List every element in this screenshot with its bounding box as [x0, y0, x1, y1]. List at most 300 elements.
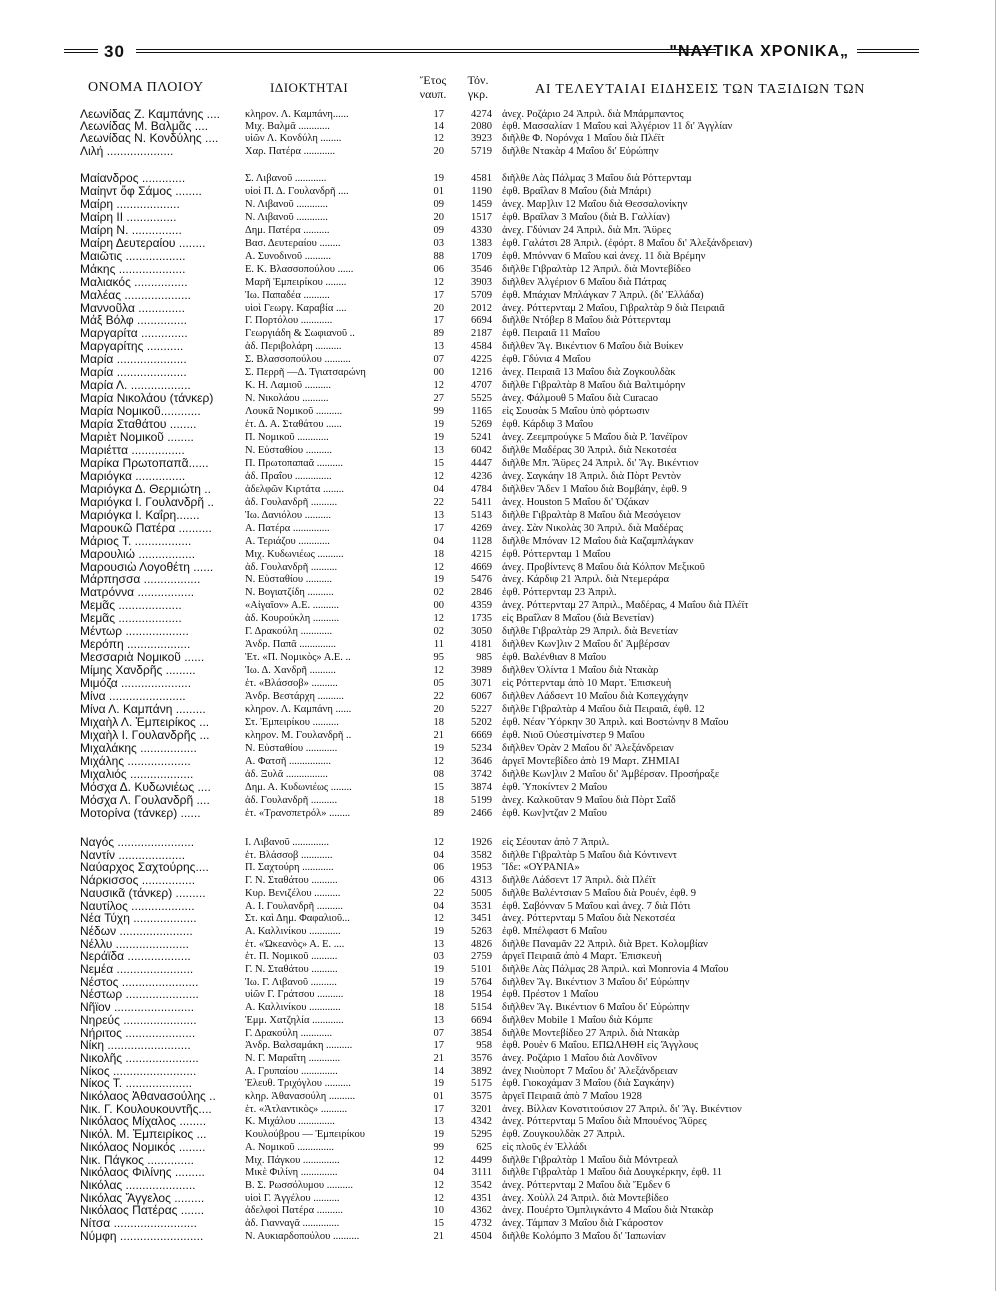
tonnage: 1216 [471, 367, 492, 379]
ship-name: Νάρκισσος ................ [80, 874, 196, 888]
owner: κληρον. Μ. Γουλανδρῆ .. [245, 729, 352, 741]
ship-name: Μαρίκα Πρωτοπαπᾶ...... [80, 456, 209, 470]
latest-news: διῆλθε Ντακὰρ 4 Μαΐου δι' Εὐρώπην [502, 145, 659, 157]
latest-news: διῆλθεν Ἅγ. Βικέντιον 6 Μαΐου διὰ Βυίκεν [502, 341, 684, 353]
owner: ἑτ. «Ἀτλαντικὸς» .......... [245, 1103, 348, 1115]
latest-news: εἰς Σουσὰκ 5 Μαΐου ὑπὸ φόρτωσιν [502, 406, 650, 418]
latest-news: διῆλθε Κολόμπο 3 Μαΐου δι' Ἰαπωνίαν [502, 1230, 666, 1242]
ship-name: Μαριόγκα Δ. Θερμιώτη .. [80, 482, 211, 496]
table-row [0, 314, 1000, 327]
year-built: 04 [433, 1167, 444, 1179]
year-built: 12 [433, 561, 444, 573]
ship-name: Νῆϊον ........................ [80, 1001, 195, 1015]
tonnage: 2080 [471, 121, 492, 133]
tonnage: 6669 [471, 729, 492, 741]
year-built: 04 [433, 535, 444, 547]
owner: Ν. Εὐσταθίου ............ [245, 742, 338, 754]
owner: «Αἰγαῖον» Α.Ε. .......... [245, 600, 340, 612]
year-built: 18 [433, 1002, 444, 1014]
year-built: 12 [433, 1192, 444, 1204]
tonnage: 5101 [471, 964, 492, 975]
tonnage: 5199 [471, 794, 492, 806]
owner: Γ. Ν. Σταθάτου .......... [245, 964, 338, 975]
tonnage: 4225 [471, 354, 492, 366]
owner: Ἀνδρ. Βαλσαμάκη .......... [245, 1040, 353, 1052]
table-row [0, 755, 1000, 768]
col-header-ship-name: ΟΝΟΜΑ ΠΛΟΙΟΥ [88, 80, 204, 95]
latest-news: ἀνεχ. Βίλλαν Κονστιτούσιον 27 Ἀπριλ. δι' Ἅγ. Βικέντιον [502, 1103, 742, 1115]
year-built: 19 [433, 976, 444, 988]
year-built: 27 [433, 393, 444, 405]
year-built: 12 [433, 613, 444, 625]
tonnage: 5175 [471, 1078, 492, 1090]
year-built: 18 [433, 716, 444, 728]
year-built: 06 [433, 263, 444, 275]
ship-name: Μιχάλης ................... [80, 754, 191, 768]
ship-name: Ναγός ....................... [80, 836, 195, 849]
tonnage: 3576 [471, 1052, 492, 1064]
latest-news: ἀνεχ. Μαρ]λιν 12 Μαΐου διὰ Θεσσαλονίκην [502, 198, 688, 210]
latest-news: ἐφθ. Μασσαλίαν 1 Μαΐου καὶ Ἀλγέριον 11 δι' Ἀγγλίαν [502, 121, 733, 133]
ship-name: Νίκη ......................... [80, 1039, 191, 1053]
latest-news: ἀνεχ. Τάμπαν 3 Μαΐου διὰ Γκάροστον [502, 1218, 664, 1229]
table-row [0, 912, 1000, 925]
tonnage: 5143 [471, 509, 492, 521]
latest-news: διῆλθεν Mobile 1 Μαΐου διὰ Κόμπε [502, 1014, 653, 1026]
latest-news: ἀνεχ. Ρόττερνταμ 27 Ἀπριλ., Μαδέρας, 4 Μαΐου διὰ Πλέϊτ [502, 600, 749, 612]
latest-news: ἐφθ. Βαλένθιαν 8 Μαΐου [502, 652, 607, 664]
tonnage: 5295 [471, 1129, 492, 1141]
owner: Στ. Ἐμπειρίκου .......... [245, 716, 339, 728]
table-row [0, 1154, 1000, 1167]
ship-name: Μαίρη ................... [80, 197, 180, 211]
table-row [0, 1115, 1000, 1128]
latest-news: ἐφθ. Βραΐλαν 8 Μαΐου (διὰ Μπάρι) [502, 185, 651, 197]
ship-name: Μίνα ....................... [80, 690, 186, 703]
page-number: 30 [104, 42, 125, 61]
ship-name: Νέστος ....................... [80, 975, 199, 989]
latest-news: ἀνεχ. Ζεεμπρούγκε 5 Μαΐου διὰ Ρ. Ἰανέϊρον [502, 432, 688, 443]
table-row [0, 353, 1000, 366]
owner: Σ. Λιβανοῦ ............ [245, 173, 327, 184]
ship-name: Νέα Τύχη ................... [80, 912, 197, 926]
year-built: 04 [433, 483, 444, 495]
table-row [0, 1128, 1000, 1141]
owner: υἱοὶ Γεωργ. Καραβία .... [245, 302, 347, 314]
tonnage: 3582 [471, 849, 492, 861]
owner: Ι. Λιβανοῦ .............. [245, 837, 330, 848]
owner: ἀδ. Γουλανδρῆ .......... [245, 794, 338, 806]
year-built: 13 [433, 1116, 444, 1128]
latest-news: ἐφθ. Ρουὲν 6 Μαΐου. ΕΠΩΛΗΘΗ εἰς Ἄγγλους [502, 1040, 699, 1052]
ship-name: Μιχαλιός ................... [80, 767, 194, 781]
owner: Χαρ. Πατέρα ............ [245, 145, 336, 157]
table-row [0, 612, 1000, 625]
table-row [0, 677, 1000, 690]
tonnage: 4362 [471, 1205, 492, 1217]
header-rule-left [64, 49, 98, 53]
tonnage: 1735 [471, 613, 492, 625]
latest-news: ἐφθ. Νιοῦ Οὐεστμίνστερ 9 Μαΐου [502, 729, 645, 741]
owner: Μαρῆ Ἐμπειρίκου ........ [245, 276, 347, 288]
latest-news: διῆλθε Γιβραλτὰρ 1 Μαΐου διὰ Δουγκέρκην, ἐφθ. 11 [502, 1167, 723, 1179]
latest-news: ἐφθ. Μπάχιαν Μπλάγκαν 7 Ἀπριλ. (δι' Ἑλλάδα) [502, 289, 704, 301]
ship-name: Ναυτίλος ................... [80, 899, 195, 913]
latest-news: ἀργεῖ Πειραιᾶ ἀπὸ 4 Μαρτ. Ἐπισκευὴ [502, 951, 662, 963]
year-built: 20 [433, 703, 444, 715]
header-rule-middle [136, 49, 716, 53]
tonnage: 4669 [471, 561, 492, 573]
tonnage: 2466 [471, 807, 492, 819]
latest-news: διῆλθε Φ. Νορόνχα 1 Μαΐου διὰ Πλέϊτ [502, 133, 665, 145]
table-row [0, 874, 1000, 887]
year-built: 12 [433, 1154, 444, 1166]
tonnage: 625 [476, 1141, 492, 1153]
year-built: 01 [433, 185, 444, 197]
year-built: 00 [433, 367, 444, 379]
table-row [0, 703, 1000, 716]
year-built: 15 [433, 781, 444, 793]
ship-name: Μαριόγκα Ι. Γουλανδρῆ .. [80, 495, 215, 509]
tonnage: 3575 [471, 1091, 492, 1102]
ship-name: Νικόλαος Μίχαλος ........ [80, 1115, 207, 1129]
year-built: 12 [433, 380, 444, 392]
ship-name: Νέδων ...................... [80, 924, 193, 938]
table-row [0, 638, 1000, 651]
latest-news: διῆλθεν Ἅγ. Βικέντιον 6 Μαΐου δι' Εὐρώπην [502, 1002, 690, 1014]
year-built: 12 [433, 755, 444, 767]
tonnage: 1926 [471, 837, 492, 848]
table-row [0, 276, 1000, 289]
latest-news: ἐφθ. Πειραιᾶ 11 Μαΐου [502, 328, 601, 340]
owner: Ἐμμ. Χατζηλία ............ [245, 1014, 344, 1026]
ship-name: Μαρία ..................... [80, 353, 187, 367]
ship-name: Νήριτος ..................... [80, 1026, 196, 1040]
tonnage: 4351 [471, 1192, 492, 1204]
year-built: 00 [433, 600, 444, 612]
tonnage: 5202 [471, 716, 492, 728]
ship-name: Μάριος Τ. ................. [80, 534, 192, 548]
year-built: 02 [433, 587, 444, 599]
owner: ἀδ. Περιβολάρη .......... [245, 341, 342, 353]
table-row [0, 807, 1000, 820]
latest-news: διῆλθε Γιβραλτὰρ 1 Μαΐου διὰ Μόντρεαλ [502, 1154, 679, 1166]
table-row [0, 224, 1000, 237]
year-built: 09 [433, 224, 444, 236]
year-built: 13 [433, 938, 444, 950]
table-row [0, 535, 1000, 548]
table-row [0, 938, 1000, 951]
latest-news: διῆλθεν Κων]λιν 2 Μαΐου δι' Ἀμβέρσαν [502, 639, 670, 651]
table-row [0, 768, 1000, 781]
year-built: 13 [433, 341, 444, 353]
owner: Γ. Δρακούλη ............ [245, 1027, 333, 1039]
ship-name: Νικ. Γ. Κουλουκουντῆς.... [80, 1102, 212, 1116]
year-built: 04 [433, 900, 444, 912]
owner: Ν. Λιβανοῦ ............ [245, 211, 328, 223]
tonnage: 4732 [471, 1218, 492, 1229]
ship-name: Μεσσαριὰ Νομικοῦ ...... [80, 651, 205, 665]
ship-name: Νικόλαος Φιλίνης ......... [80, 1166, 205, 1180]
year-built: 12 [433, 470, 444, 482]
table-row [0, 561, 1000, 574]
latest-news: εἰς Σέουταν ἀπὸ 7 Ἀπριλ. [502, 837, 610, 848]
ship-name: Μάκης .................... [80, 262, 186, 276]
tonnage: 5709 [471, 289, 492, 301]
tonnage: 1165 [471, 406, 492, 418]
year-built: 21 [433, 729, 444, 741]
table-row [0, 849, 1000, 862]
table-row [0, 742, 1000, 755]
ship-name: Μαίηντ ὄφ Σάμος ........ [80, 184, 202, 198]
table-row [0, 900, 1000, 913]
year-built: 17 [433, 1103, 444, 1115]
owner: ἑτ. «Τρανσπετρόλ» ........ [245, 807, 351, 819]
owner: Σ. Βλασσοπούλου .......... [245, 354, 351, 366]
ship-name: Μεμᾶς ................... [80, 599, 182, 613]
table-row [0, 988, 1000, 1001]
owner: ἑτ. Δ. Α. Σταθάτου ...... [245, 419, 342, 431]
ship-name: Μαργαρίτα .............. [80, 327, 188, 341]
table-row [0, 950, 1000, 963]
owner: Α. Τεριάζου ............ [245, 535, 330, 547]
ship-name: Μαίρη ΙΙ ............... [80, 210, 177, 224]
latest-news: διῆλθε Λὰς Πάλμας 28 Ἀπριλ. καὶ Monrovia 4 Μαΐου [502, 964, 729, 975]
ship-name: Λεωνίδας Μ. Βαλμᾶς .... [80, 120, 209, 134]
page-edge-line [995, 0, 996, 1291]
ship-name: Νικόλ. Μ. Ἐμπειρίκος ... [80, 1128, 207, 1142]
ship-name: Νικόλαος Πατέρας ....... [80, 1204, 205, 1218]
owner: Ἰω. Γ. Λιβανοῦ .......... [245, 976, 337, 988]
year-built: 15 [433, 457, 444, 469]
year-built: 19 [433, 1078, 444, 1090]
latest-news: ἀνεχ. Πειραιᾶ 13 Μαΐου διὰ Ζογκουλδὰκ [502, 367, 676, 379]
ship-name: Μαρία Νικολάου (τάνκερ) [80, 392, 214, 406]
year-built: 05 [433, 678, 444, 690]
owner: ἀδ. Πραΐου .............. [245, 470, 332, 482]
year-built: 18 [433, 989, 444, 1001]
ship-name: Μαρία Νομικοῦ............ [80, 405, 201, 419]
tonnage: 5154 [471, 1002, 492, 1014]
ship-name: Μιμόζα ..................... [80, 677, 192, 691]
table-row [0, 1141, 1000, 1154]
ship-name: Μιχαὴλ Ι. Γουλανδρῆς ... [80, 728, 210, 742]
latest-news: διῆλθεν Ὀρὰν 2 Μαΐου δι' Ἀλεξάνδρειαν [502, 742, 674, 754]
latest-news: διῆλθε Κων]λιν 2 Μαΐου δι' Ἀμβέρσαν. Προσήραξε [502, 768, 720, 780]
tonnage: 3071 [471, 678, 492, 690]
latest-news: ἐφθ. Μπόνναν 6 Μαΐου καὶ ἀνεχ. 11 διὰ Βρέμην [502, 250, 706, 262]
owner: Π. Νομικοῦ ............ [245, 432, 329, 443]
tonnage: 4707 [471, 380, 492, 392]
table-row [0, 794, 1000, 807]
table-row [0, 1065, 1000, 1078]
latest-news: διῆλθε Μαδέρας 30 Ἀπριλ. διὰ Νεκοτσέα [502, 444, 677, 456]
owner: Β. Σ. Ρωσσόλυμου .......... [245, 1179, 353, 1191]
year-built: 19 [433, 742, 444, 754]
owner: ἑτ. «Βλάσσοβ» .......... [245, 678, 338, 690]
tonnage: 4504 [471, 1230, 492, 1242]
owner: Ν. Αυκιαρδοπούλου .......... [245, 1230, 360, 1242]
owner: ἑτ. Π. Νομικοῦ .......... [245, 951, 338, 963]
table-row [0, 340, 1000, 353]
tonnage: 3646 [471, 755, 492, 767]
year-built: 19 [433, 1129, 444, 1141]
latest-news: ἐφθ. Μπέλφαστ 6 Μαΐου [502, 925, 607, 937]
owner: Γ. Δρακούλη ............ [245, 626, 333, 638]
ship-name: Μίμης Χανδρῆς ......... [80, 664, 196, 678]
table-row [0, 302, 1000, 315]
ship-name: Μαιῶτις .................. [80, 249, 186, 263]
year-built: 01 [433, 1091, 444, 1102]
tonnage: 5764 [471, 976, 492, 988]
owner: Ν. Εὐσταθίου .......... [245, 444, 333, 456]
owner: ἀδελφοὶ Πατέρα .......... [245, 1205, 344, 1217]
ship-name: Νικόλας ..................... [80, 1178, 196, 1192]
year-built: 20 [433, 211, 444, 223]
tonnage: 1190 [471, 185, 492, 197]
table-row [0, 1192, 1000, 1205]
ship-name: Μιχαὴλ Λ. Ἐμπειρίκος ... [80, 715, 210, 729]
year-built: 22 [433, 496, 444, 508]
latest-news: διῆλθεν Ἀλγέριον 6 Μαΐου διὰ Πάτρας [502, 276, 667, 288]
table-row [0, 651, 1000, 664]
latest-news: διῆλθε Λὰς Πάλμας 3 Μαΐου διὰ Ρόττερνταμ [502, 173, 692, 184]
owner: ἀδ. Κουρούκλη .......... [245, 613, 340, 625]
table-row [0, 172, 1000, 185]
tonnage: 1459 [471, 198, 492, 210]
latest-news: εἰς Βραΐλαν 8 Μαΐου (διὰ Βενετίαν) [502, 613, 654, 625]
latest-news: ἀνεχ. Ρόττερνταμ 5 Μαΐου διὰ Νεκοτσέα [502, 913, 676, 925]
table-row [0, 925, 1000, 938]
tonnage: 4784 [471, 483, 492, 495]
tonnage: 3546 [471, 263, 492, 275]
year-built: 21 [433, 1230, 444, 1242]
ship-name: Νίκος ......................... [80, 1064, 197, 1078]
owner: ἑτ. Βλάσσοβ ............ [245, 849, 333, 861]
latest-news: ἐφθ. Γιοκοχάμαν 3 Μαΐου (διὰ Σαγκάην) [502, 1078, 674, 1090]
table-row [0, 963, 1000, 976]
tonnage: 3989 [471, 665, 492, 677]
tonnage: 2759 [471, 951, 492, 963]
owner: Κυρ. Βενιζέλου .......... [245, 887, 341, 899]
tonnage: 5227 [471, 703, 492, 715]
table-row [0, 586, 1000, 599]
latest-news: Ἴδε: «ΟΥΡΑΝΙΑ» [502, 862, 580, 874]
tonnage: 4499 [471, 1154, 492, 1166]
tonnage: 1128 [471, 535, 492, 547]
latest-news: διῆλθε Παναμᾶν 22 Ἀπριλ. διὰ Βρετ. Κολομβίαν [502, 938, 708, 950]
table-row [0, 1001, 1000, 1014]
latest-news: ἐφθ. Ρόττερνταμ 1 Μαΐου [502, 548, 611, 560]
owner: Α. Ι. Γουλανδρῆ .......... [245, 900, 343, 912]
year-built: 19 [433, 419, 444, 431]
table-row [0, 1014, 1000, 1027]
ship-name: Μαριὲτ Νομικοῦ ........ [80, 431, 194, 444]
ship-name: Μαίανδρος ............. [80, 172, 186, 185]
owner: Ε. Κ. Βλασσοπούλου ...... [245, 263, 354, 275]
latest-news: ἀνεχ. Κάρδιφ 21 Ἀπριλ. διὰ Ντεμεράρα [502, 574, 670, 586]
year-built: 18 [433, 794, 444, 806]
year-built: 12 [433, 276, 444, 288]
tonnage: 3050 [471, 626, 492, 638]
year-built: 19 [433, 173, 444, 184]
ship-name: Μίνα Λ. Καμπάνη ......... [80, 702, 206, 716]
latest-news: διῆλθεν Ἄδεν 1 Μαΐου διὰ Βομβάην, ἐφθ. 9 [502, 483, 687, 495]
tonnage: 5269 [471, 419, 492, 431]
latest-news: ἐφθ. Κάρδιφ 3 Μαΐου [502, 419, 594, 431]
year-built: 04 [433, 849, 444, 861]
table-row [0, 1090, 1000, 1103]
year-built: 17 [433, 522, 444, 534]
ship-name: Νικόλας Ἄγγελος ......... [80, 1191, 205, 1205]
owner: Π. Πρωτοπαπαᾶ .......... [245, 457, 344, 469]
owner: Ἑτ. «Π. Νομικὸς» Α.Ε. .. [245, 652, 351, 664]
table-row [0, 431, 1000, 444]
year-built: 89 [433, 807, 444, 819]
tonnage: 3201 [471, 1103, 492, 1115]
table-row [0, 392, 1000, 405]
owner: Δημ. Α. Κυδωνιέως ........ [245, 781, 352, 793]
year-built: 06 [433, 862, 444, 874]
table-row [0, 470, 1000, 483]
owner: Γ. Ν. Σταθάτου .......... [245, 875, 338, 887]
latest-news: εἰς Ρόττερνταμ ἀπὸ 10 Μαρτ. Ἐπισκευὴ [502, 678, 672, 690]
table-row [0, 1077, 1000, 1090]
owner: Γ. Πορτόλου ............ [245, 315, 333, 327]
tonnage: 4215 [471, 548, 492, 560]
owner: ἀδ. Γιανναγᾶ .............. [245, 1218, 340, 1229]
year-built: 17 [433, 289, 444, 301]
ship-name: Μαρουκῶ Πατέρα .......... [80, 521, 212, 535]
ship-name: Ματρόννα ................. [80, 586, 195, 600]
year-built: 03 [433, 237, 444, 249]
latest-news: διῆλθεν Ὀλίντα 1 Μαΐου διὰ Ντακὰρ [502, 665, 659, 677]
latest-news: διῆλθε Μοντεβίδεο 27 Ἀπριλ. διὰ Ντακὰρ [502, 1027, 680, 1039]
latest-news: ἀνεχ. Ροζάριο 24 Ἀπριλ. διὰ Μπάρμπαντος [502, 109, 684, 120]
latest-news: ἀργεῖ Πειραιᾶ ἀπὸ 7 Μαΐου 1928 [502, 1091, 642, 1102]
tonnage: 4584 [471, 341, 492, 353]
tonnage: 4342 [471, 1116, 492, 1128]
year-built: 19 [433, 432, 444, 443]
table-row [0, 1204, 1000, 1217]
col-header-news: ΑΙ ΤΕΛΕΥΤΑΙΑΙ ΕΙΔΗΣΕΙΣ ΤΩΝ ΤΑΞΙΔΙΩΝ ΤΩΝ [535, 82, 866, 97]
tonnage: 4330 [471, 224, 492, 236]
col-header-tonnage: Τόν. γκρ. [467, 73, 489, 101]
table-row [0, 483, 1000, 496]
table-row [0, 1217, 1000, 1230]
table-row [0, 861, 1000, 874]
latest-news: ἀνεχ. Ρόττερνταμ 5 Μαΐου διὰ Μπουένος Ἄϋρες [502, 1116, 707, 1128]
ship-name: Μαίρη Ν. ............... [80, 223, 182, 237]
table-row [0, 1052, 1000, 1065]
latest-news: ἀνεχ. Σαγκάην 18 Ἀπριλ. διὰ Πὸρτ Ρεντὸν [502, 470, 681, 482]
owner: Α. Συνοδινοῦ .......... [245, 250, 331, 262]
table-row [0, 1103, 1000, 1116]
tonnage: 2187 [471, 328, 492, 340]
owner: Μιχ. Πάγκου .............. [245, 1154, 340, 1166]
latest-news: ἀνεχ. Προβίντενς 8 Μαΐου διὰ Κόλπον Μεξικοῦ [502, 561, 705, 573]
table-row [0, 836, 1000, 849]
tonnage: 4181 [471, 639, 492, 651]
tonnage: 6067 [471, 691, 492, 702]
table-row [0, 211, 1000, 224]
col-header-year: Ἔτος ναυπ. [419, 73, 447, 101]
ship-name: Νεράϊδα ................... [80, 950, 191, 964]
ship-name: Νεμέα ....................... [80, 963, 194, 976]
tonnage: 3874 [471, 781, 492, 793]
latest-news: διῆλθε Γιβραλτὰρ 12 Ἀπριλ. διὰ Μοντεβίδεο [502, 263, 691, 275]
table-row [0, 327, 1000, 340]
